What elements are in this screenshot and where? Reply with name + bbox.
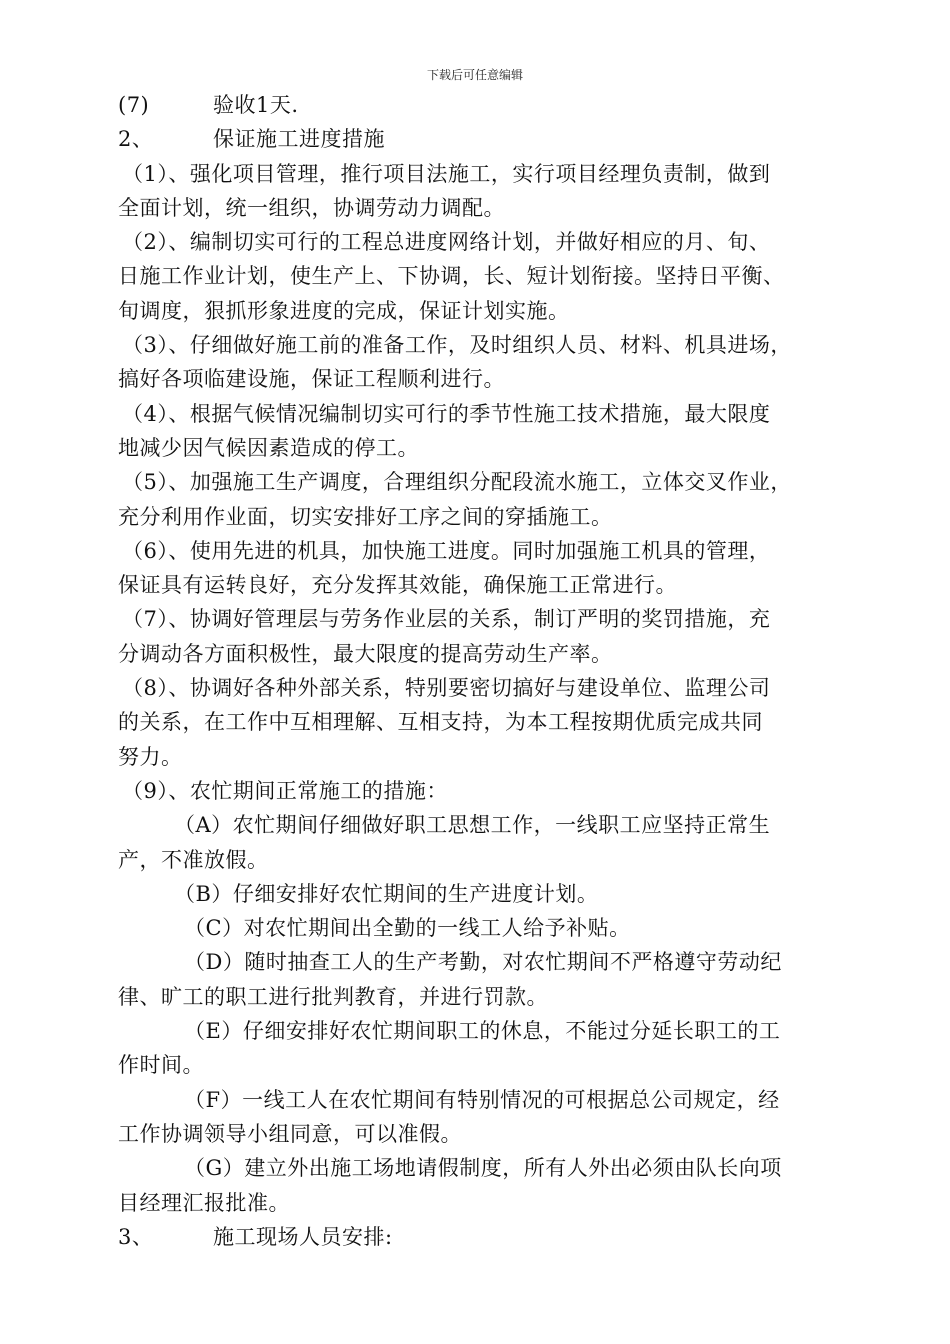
paragraph-line: 旬调度，狠抓形象进度的完成，保证计划实施。 (118, 298, 570, 323)
paragraph-line: （6）、使用先进的机具，加快施工进度。同时加强施工机具的管理， (122, 538, 771, 563)
paragraph-line: （5）、加强施工生产调度，合理组织分配段流水施工，立体交叉作业， (122, 470, 792, 495)
section-number: 2、 (118, 127, 154, 152)
paragraph-line: （2）、编制切实可行的工程总进度网络计划，并做好相应的月、旬、 (122, 230, 771, 255)
paragraph-line: 作时间。 (118, 1053, 204, 1078)
section-number: 3、 (118, 1224, 154, 1249)
paragraph-line: 地减少因气候因素造成的停工。 (118, 435, 419, 460)
paragraph-line: （7）、协调好管理层与劳务作业层的关系，制订严明的奖罚措施，充 (122, 607, 771, 632)
paragraph-line: （G）建立外出施工场地请假制度，所有人外出必须由队长向项 (184, 1156, 782, 1181)
paragraph-line: 分调动各方面积极性，最大限度的提高劳动生产率。 (118, 641, 613, 666)
paragraph-line: （9）、农忙期间正常施工的措施： (122, 778, 448, 803)
paragraph-line: （F）一线工人在农忙期间有特别情况的可根据总公司规定，经 (184, 1087, 780, 1112)
paragraph-line: 产，不准放假。 (118, 847, 269, 872)
section-title: 施工现场人员安排: (213, 1224, 393, 1249)
paragraph-line: 的关系，在工作中互相理解、互相支持，为本工程按期优质完成共同 (118, 710, 763, 735)
header-note: 下载后可任意编辑 (426, 68, 523, 82)
paragraph-line: 努力。 (118, 744, 183, 769)
item-number: (7) (118, 93, 150, 117)
paragraph-line: 保证具有运转良好，充分发挥其效能，确保施工正常进行。 (118, 573, 677, 598)
paragraph-line: （A）农忙期间仔细做好职工思想工作，一线职工应坚持正常生 (174, 813, 771, 838)
section-title: 保证施工进度措施 (213, 127, 385, 152)
list-item-acceptance (118, 88, 858, 122)
paragraph-line: （3）、仔细做好施工前的准备工作，及时组织人员、材料、机具进场， (122, 333, 792, 358)
paragraph-line: 目经理汇报批准。 (118, 1190, 290, 1215)
paragraph-line: （C）对农忙期间出全勤的一线工人给予补贴。 (184, 916, 631, 941)
paragraph-line: 搞好各项临建设施，保证工程顺利进行。 (118, 367, 505, 392)
paragraph-line: 全面计划，统一组织，协调劳动力调配。 (118, 195, 505, 220)
paragraph-line: （D）随时抽查工人的生产考勤，对农忙期间不严格遵守劳动纪 (184, 950, 782, 975)
item-text: 验收1天. (213, 93, 299, 117)
paragraph-line: 充分利用作业面，切实安排好工序之间的穿插施工。 (118, 504, 613, 529)
paragraph-line: 日施工作业计划，使生产上、下协调，长、短计划衔接。坚持日平衡、 (118, 264, 785, 289)
document-body (118, 88, 858, 1254)
section-heading-2 (118, 122, 858, 156)
paragraph-line: 工作协调领导小组同意，可以准假。 (118, 1121, 462, 1146)
paragraph-line: （8）、协调好各种外部关系，特别要密切搞好与建设单位、监理公司 (122, 676, 771, 701)
paragraph-line: 律、旷工的职工进行批判教育，并进行罚款。 (118, 984, 548, 1009)
paragraph-line: （E）仔细安排好农忙期间职工的休息，不能过分延长职工的工 (184, 1019, 781, 1044)
paragraph-line: （4）、根据气候情况编制切实可行的季节性施工技术措施，最大限度 (122, 401, 771, 426)
paragraph-line: （B）仔细安排好农忙期间的生产进度计划。 (174, 881, 599, 906)
section-heading-3 (118, 1220, 858, 1254)
paragraph-line: （1）、强化项目管理，推行项目法施工，实行项目经理负责制，做到 (122, 161, 771, 186)
